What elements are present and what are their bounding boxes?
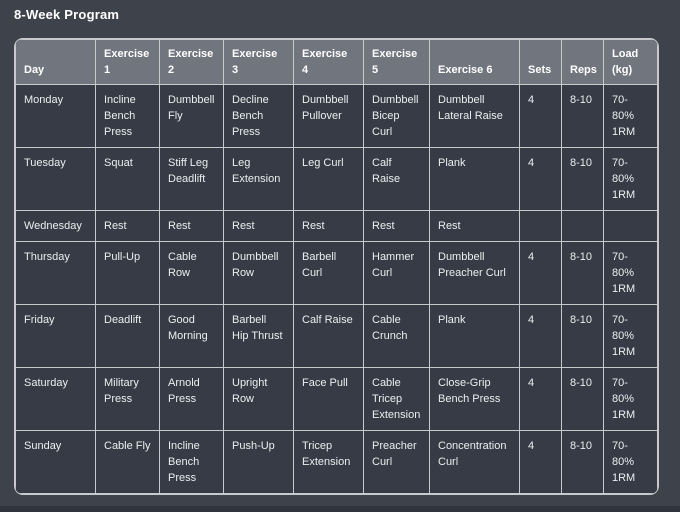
exercise-5-cell: Cable Tricep Extension — [364, 368, 430, 431]
exercise-4-cell: Rest — [294, 211, 364, 242]
table-row-monday — [16, 85, 658, 148]
reps-cell: 8-10 — [562, 431, 604, 494]
page-title: 8-Week Program — [14, 7, 120, 22]
reps-cell: 8-10 — [562, 305, 604, 368]
sets-cell: 4 — [520, 148, 562, 211]
exercise-6-cell: Concentration Curl — [430, 431, 520, 494]
exercise-6-cell: Dumbbell Lateral Raise — [430, 85, 520, 148]
day-cell: Thursday — [16, 242, 96, 305]
exercise-2-cell: Incline Bench Press — [160, 431, 224, 494]
table-row-saturday — [16, 368, 658, 431]
column-header-load-kg: Load (kg) — [604, 40, 658, 85]
exercise-2-cell: Stiff Leg Deadlift — [160, 148, 224, 211]
exercise-1-cell: Squat — [96, 148, 160, 211]
exercise-1-cell: Deadlift — [96, 305, 160, 368]
exercise-4-cell: Calf Raise — [294, 305, 364, 368]
exercise-6-cell: Plank — [430, 305, 520, 368]
table-row-wednesday — [16, 211, 658, 242]
load-cell: 70-80% 1RM — [604, 305, 658, 368]
exercise-2-cell: Arnold Press — [160, 368, 224, 431]
column-header-exercise-2: Exercise 2 — [160, 40, 224, 85]
program-table-container — [14, 38, 659, 495]
sets-cell: 4 — [520, 431, 562, 494]
sets-cell — [520, 211, 562, 242]
exercise-4-cell: Face Pull — [294, 368, 364, 431]
load-cell: 70-80% 1RM — [604, 242, 658, 305]
sets-cell: 4 — [520, 85, 562, 148]
exercise-4-cell: Dumbbell Pullover — [294, 85, 364, 148]
day-cell: Friday — [16, 305, 96, 368]
exercise-4-cell: Tricep Extension — [294, 431, 364, 494]
exercise-1-cell: Incline Bench Press — [96, 85, 160, 148]
reps-cell: 8-10 — [562, 368, 604, 431]
exercise-5-cell: Hammer Curl — [364, 242, 430, 305]
exercise-6-cell: Close-Grip Bench Press — [430, 368, 520, 431]
exercise-5-cell: Preacher Curl — [364, 431, 430, 494]
table-row-sunday — [16, 431, 658, 494]
load-cell — [604, 211, 658, 242]
exercise-3-cell: Dumbbell Row — [224, 242, 294, 305]
day-cell: Tuesday — [16, 148, 96, 211]
exercise-2-cell: Rest — [160, 211, 224, 242]
exercise-1-cell: Rest — [96, 211, 160, 242]
sets-cell: 4 — [520, 368, 562, 431]
exercise-3-cell: Push-Up — [224, 431, 294, 494]
exercise-2-cell: Dumbbell Fly — [160, 85, 224, 148]
exercise-1-cell: Pull-Up — [96, 242, 160, 305]
exercise-3-cell: Decline Bench Press — [224, 85, 294, 148]
exercise-4-cell: Leg Curl — [294, 148, 364, 211]
program-table — [15, 39, 658, 494]
reps-cell: 8-10 — [562, 242, 604, 305]
table-row-friday — [16, 305, 658, 368]
reps-cell — [562, 211, 604, 242]
load-cell: 70-80% 1RM — [604, 148, 658, 211]
day-cell: Monday — [16, 85, 96, 148]
day-cell: Wednesday — [16, 211, 96, 242]
exercise-6-cell: Rest — [430, 211, 520, 242]
column-header-exercise-6: Exercise 6 — [430, 40, 520, 85]
exercise-2-cell: Good Morning — [160, 305, 224, 368]
table-row-thursday — [16, 242, 658, 305]
exercise-4-cell: Barbell Curl — [294, 242, 364, 305]
header-row — [16, 40, 658, 85]
exercise-5-cell: Cable Crunch — [364, 305, 430, 368]
load-cell: 70-80% 1RM — [604, 85, 658, 148]
day-cell: Saturday — [16, 368, 96, 431]
exercise-1-cell: Cable Fly — [96, 431, 160, 494]
exercise-6-cell: Dumbbell Preacher Curl — [430, 242, 520, 305]
column-header-exercise-3: Exercise 3 — [224, 40, 294, 85]
exercise-3-cell: Rest — [224, 211, 294, 242]
exercise-5-cell: Dumbbell Bicep Curl — [364, 85, 430, 148]
column-header-day: Day — [16, 40, 96, 85]
sets-cell: 4 — [520, 242, 562, 305]
exercise-5-cell: Rest — [364, 211, 430, 242]
exercise-3-cell: Upright Row — [224, 368, 294, 431]
exercise-3-cell: Barbell Hip Thrust — [224, 305, 294, 368]
load-cell: 70-80% 1RM — [604, 368, 658, 431]
exercise-5-cell: Calf Raise — [364, 148, 430, 211]
column-header-exercise-5: Exercise 5 — [364, 40, 430, 85]
reps-cell: 8-10 — [562, 85, 604, 148]
load-cell: 70-80% 1RM — [604, 431, 658, 494]
column-header-exercise-1: Exercise 1 — [96, 40, 160, 85]
exercise-1-cell: Military Press — [96, 368, 160, 431]
column-header-reps: Reps — [562, 40, 604, 85]
table-body — [16, 85, 658, 494]
sets-cell: 4 — [520, 305, 562, 368]
column-header-exercise-4: Exercise 4 — [294, 40, 364, 85]
column-header-sets: Sets — [520, 40, 562, 85]
table-row-tuesday — [16, 148, 658, 211]
window-bottom-edge — [0, 506, 680, 512]
exercise-3-cell: Leg Extension — [224, 148, 294, 211]
day-cell: Sunday — [16, 431, 96, 494]
exercise-6-cell: Plank — [430, 148, 520, 211]
exercise-2-cell: Cable Row — [160, 242, 224, 305]
reps-cell: 8-10 — [562, 148, 604, 211]
